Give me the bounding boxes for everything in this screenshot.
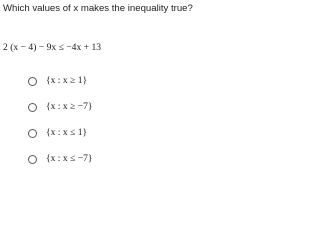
inequality-expression: 2 (x − 4) − 9x ≤ −4x + 13 [3,42,102,53]
radio-button[interactable] [28,77,37,86]
answer-option-3[interactable] [28,120,93,146]
answer-option-label: {x : x ≥ −7} [46,101,93,112]
radio-button[interactable] [28,155,37,164]
answer-option-label: {x : x ≤ 1} [46,127,88,138]
answer-option-2[interactable] [28,94,93,120]
answer-choices [28,68,93,172]
answer-option-label: {x : x ≥ 1} [46,75,88,86]
radio-button[interactable] [28,129,37,138]
question-prompt: Which values of x makes the inequality true? [3,3,193,14]
answer-option-label: {x : x ≤ −7} [46,153,93,164]
answer-option-4[interactable] [28,146,93,172]
answer-option-1[interactable] [28,68,93,94]
radio-button[interactable] [28,103,37,112]
